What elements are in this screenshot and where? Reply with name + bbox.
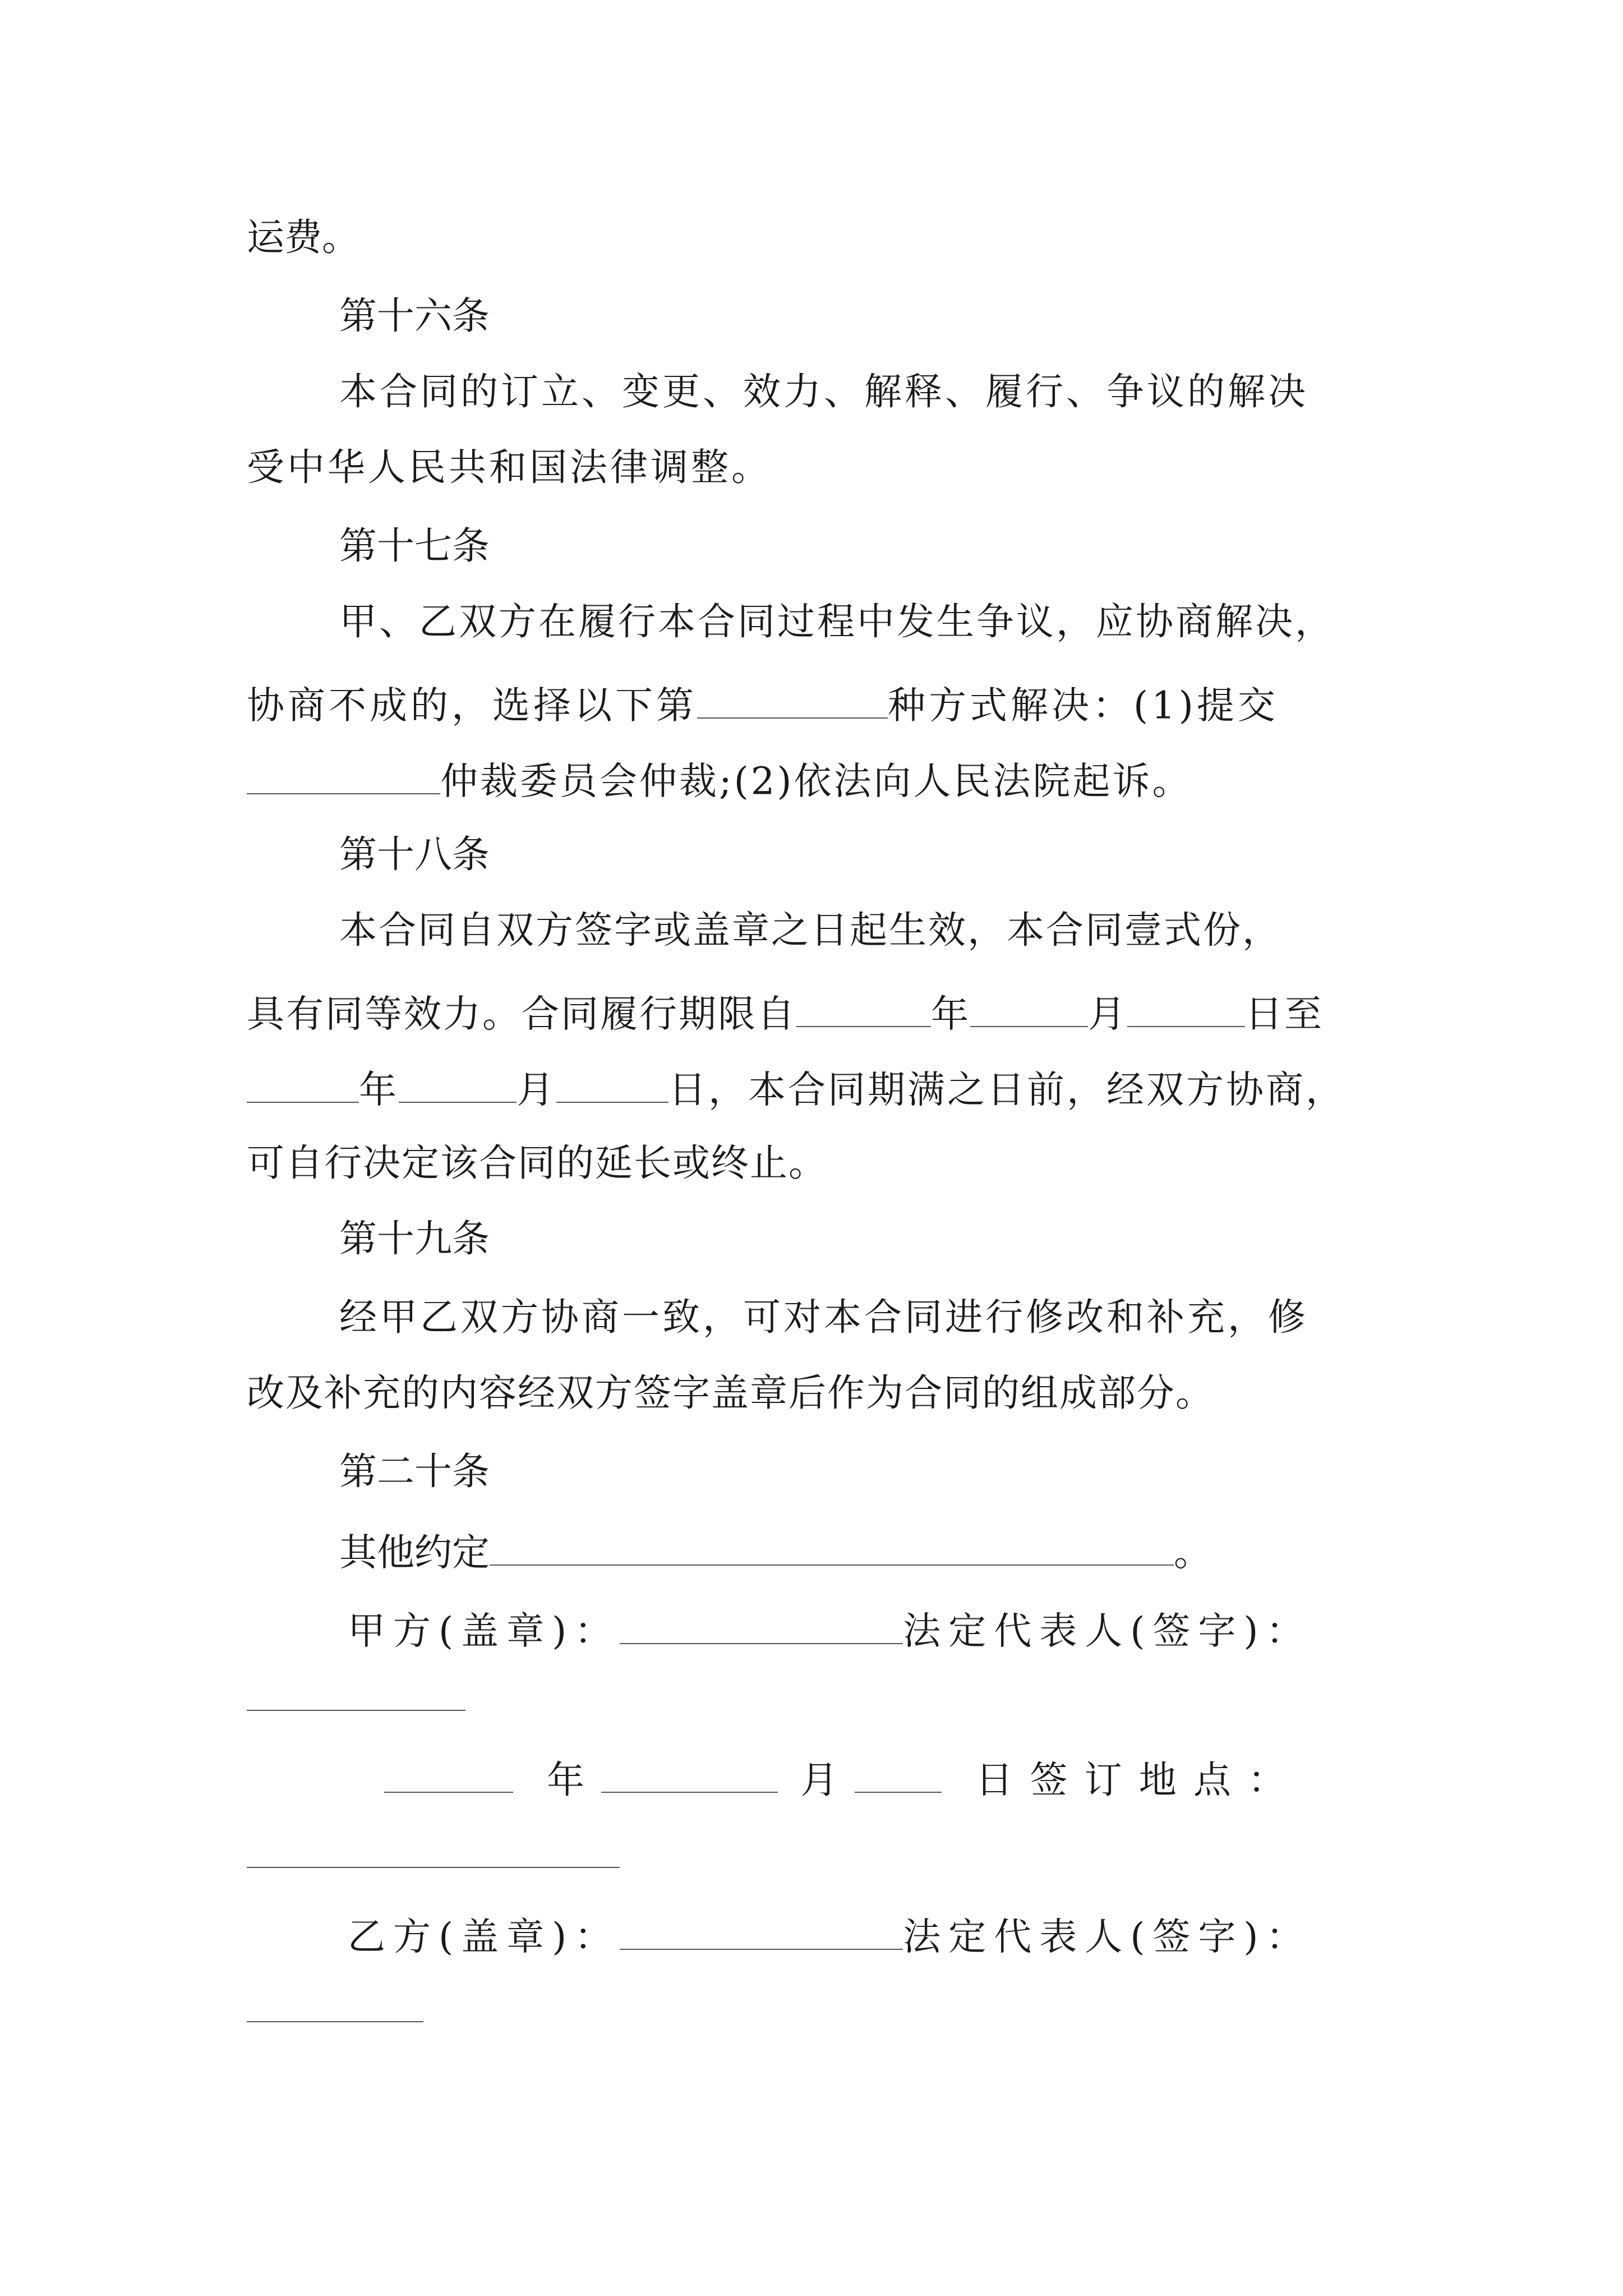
blank-field[interactable]: [855, 1756, 942, 1793]
article-19-text: 经甲乙双方协商一致，可对本合同进行修改和补充，修: [339, 1295, 1308, 1339]
article-17-text: 仲裁委员会仲裁;(2)依法向人民法院起诉。: [247, 757, 1192, 800]
party-b-signature-line: 乙方(盖章)： 法定代表人(签字)：: [348, 1913, 1312, 1956]
blank-field[interactable]: [1127, 990, 1245, 1027]
blank-field[interactable]: [620, 1607, 903, 1644]
article-16-title: 第十六条: [339, 294, 490, 338]
blank-field[interactable]: [796, 990, 931, 1027]
article-20-title: 第二十条: [339, 1450, 490, 1493]
signature-blank[interactable]: [247, 1710, 465, 1711]
article-18-text: 可自行决定该合同的延长或终止。: [247, 1141, 827, 1185]
blank-field[interactable]: [970, 990, 1088, 1027]
blank-field[interactable]: [697, 682, 888, 719]
article-17-title: 第十七条: [339, 524, 490, 568]
article-18-text: 本合同自双方签字或盖章之日起生效，本合同壹式份，: [339, 908, 1281, 952]
blank-field[interactable]: [247, 757, 440, 794]
blank-field[interactable]: [490, 1529, 1174, 1566]
article-19-text: 改及补充的内容经双方签字盖章后作为合同的组成部分。: [247, 1371, 1214, 1415]
signature-blank[interactable]: [247, 2021, 423, 2022]
article-18-text: 年 月 日，本合同期满之日前，经双方协商，: [247, 1066, 1345, 1109]
blank-field[interactable]: [399, 1066, 517, 1103]
blank-field[interactable]: [556, 1066, 668, 1103]
blank-field[interactable]: [601, 1756, 778, 1793]
article-19-title: 第十九条: [339, 1217, 490, 1260]
sign-date-place-line: 年 月 日签订地点：: [384, 1756, 1302, 1799]
blank-field[interactable]: [247, 1066, 359, 1103]
article-18-text: 具有同等效力。合同履行期限自 年 月 日至: [247, 990, 1324, 1033]
article-20-text: 其他约定 。: [339, 1529, 1211, 1572]
article-17-text: 甲、乙双方在履行本合同过程中发生争议，应协商解决，: [339, 600, 1335, 643]
article-16-text: 本合同的订立、变更、效力、解释、履行、争议的解决: [339, 370, 1308, 413]
party-a-signature-line: 甲方(盖章)： 法定代表人(签字)：: [348, 1607, 1312, 1650]
text-line: 运费。: [247, 215, 359, 259]
place-blank[interactable]: [247, 1867, 620, 1868]
blank-field[interactable]: [620, 1913, 903, 1950]
blank-field[interactable]: [384, 1756, 513, 1793]
article-18-title: 第十八条: [339, 832, 490, 876]
article-16-text: 受中华人民共和国法律调整。: [247, 445, 772, 489]
article-17-text: 协商不成的，选择以下第 种方式解决：(1)提交: [247, 682, 1279, 725]
